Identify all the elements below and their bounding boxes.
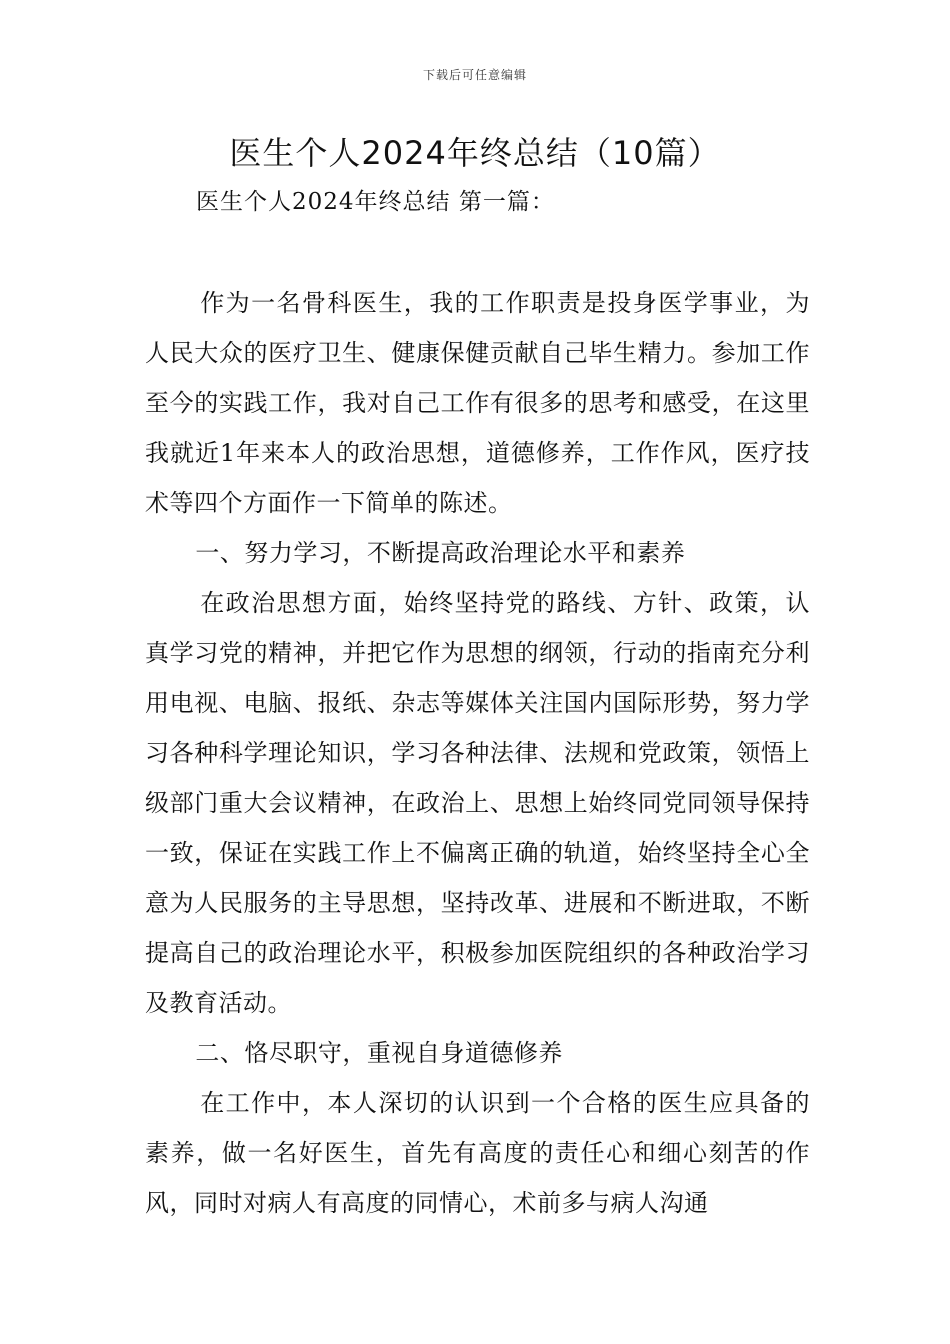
intro-paragraph: 作为一名骨科医生，我的工作职责是投身医学事业，为人民大众的医疗卫生、健康保健贡献自己毕生精力。参加工作至今的实践工作，我对自己工作有很多的思考和感受，在这里我就近1年来本人的政治思想，道德修养，工作作风，医疗技术等四个方面作一下简单的陈述。 [145,289,810,517]
section-subtitle: 医生个人2024年终总结 第一篇： [196,189,555,215]
paragraph-1: 在政治思想方面，始终坚持党的路线、方针、政策，认真学习党的精神，并把它作为思想的纲领，行动的指南充分利用电视、电脑、报纸、杂志等媒体关注国内国际形势，努力学习各种科学理论知识，学习各种法律、法规和党政策，领悟上级部门重大会议精神，在政治上、思想上始终同党同领导保持一致，保证在实践工作上不偏离正确的轨道，始终坚持全心全意为人民服务的主导思想，坚持改革、进展和不断进取，不断提高自己的政治理论水平，积极参加医院组织的各种政治学习及教育活动。 [145,589,810,1017]
paragraph-2: 在工作中，本人深切的认识到一个合格的医生应具备的素养，做一名好医生，首先有高度的责任心和细心刻苦的作风，同时对病人有高度的同情心，术前多与病人沟通 [145,1089,810,1217]
document-title: 医生个人2024年终总结（10篇） [229,134,721,172]
header-note: 下载后可任意编辑 [422,68,527,82]
section-heading-2: 二、恪尽职守，重视自身道德修养 [195,1039,563,1067]
section-heading-1: 一、努力学习，不断提高政治理论水平和素养 [195,539,686,567]
document-body [145,278,810,1228]
